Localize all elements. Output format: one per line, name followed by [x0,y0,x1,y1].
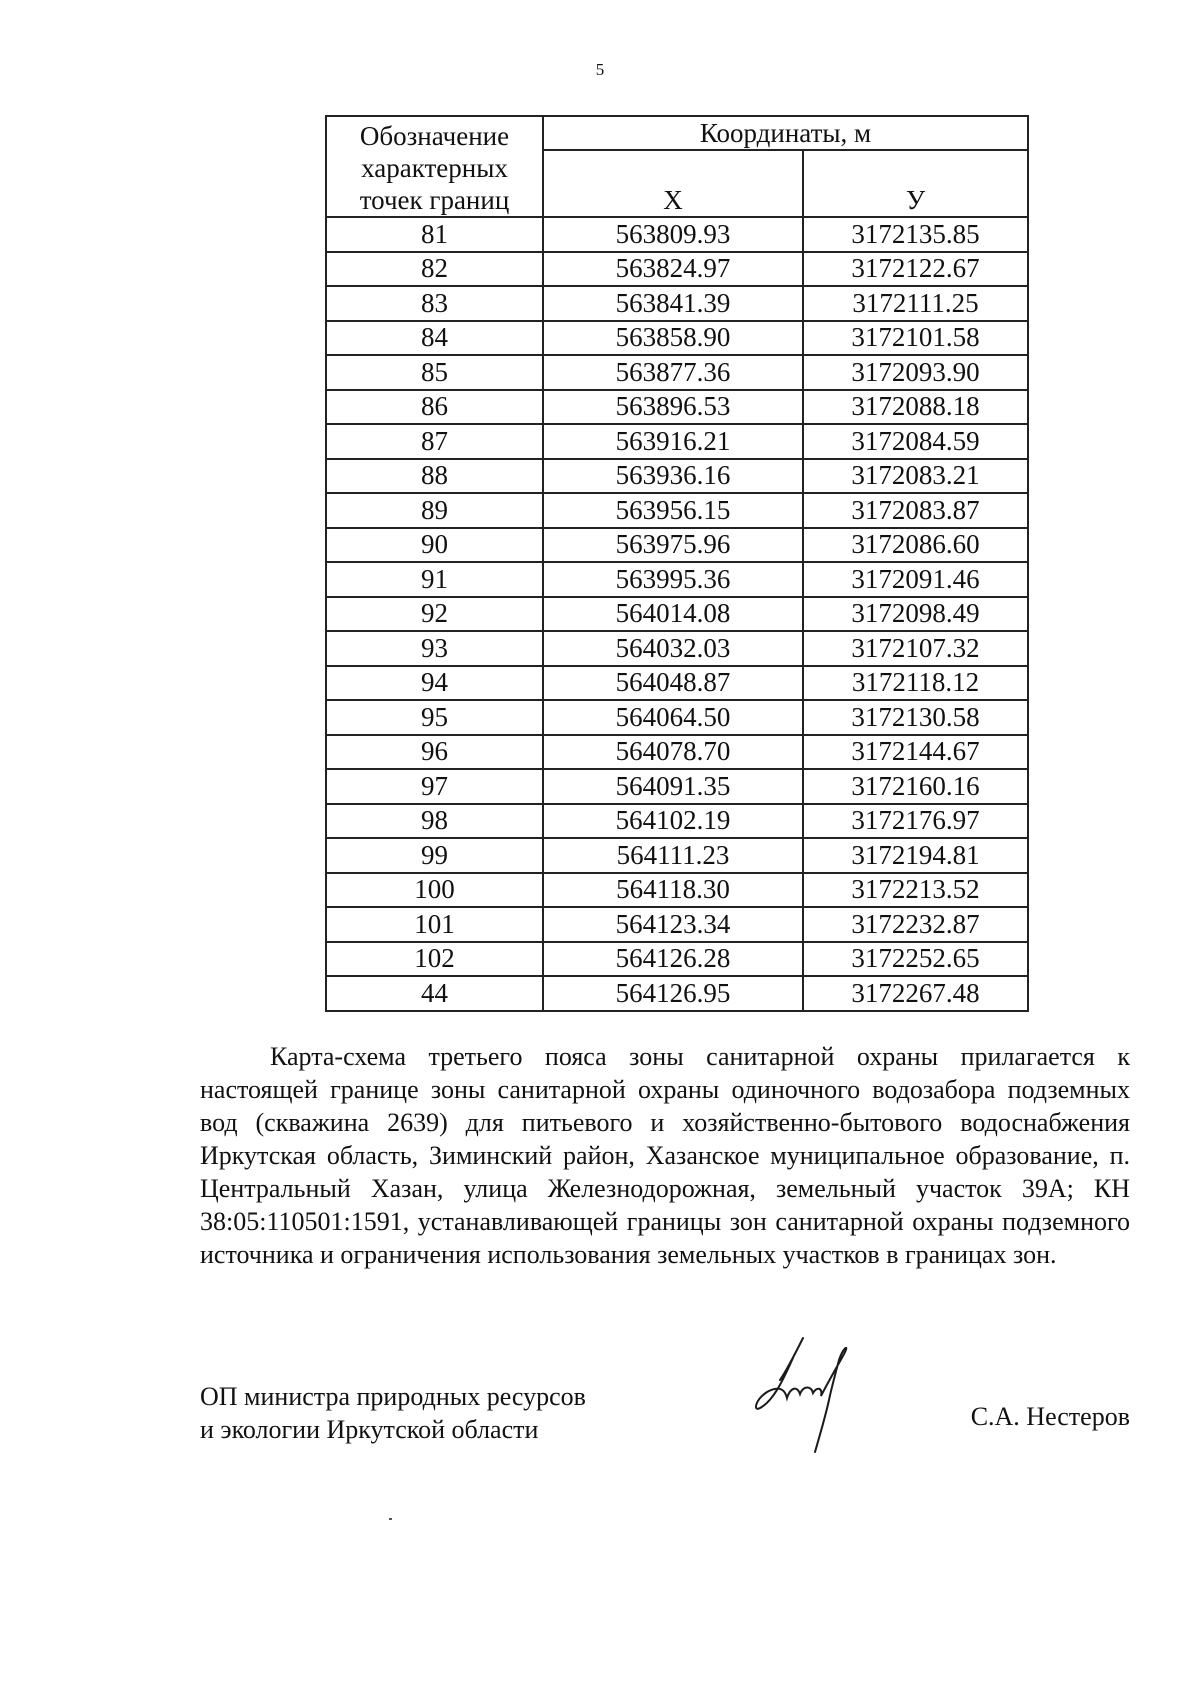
coord-x: 563995.36 [543,562,803,597]
coord-y: 3172084.59 [803,424,1028,459]
coord-y: 3172101.58 [803,321,1028,356]
point-number: 86 [326,390,543,425]
coord-y: 3172135.85 [803,217,1028,252]
point-number: 85 [326,355,543,390]
coord-x: 563975.96 [543,528,803,563]
coord-y: 3172252.65 [803,942,1028,977]
table-row [326,217,1028,252]
point-number: 95 [326,700,543,735]
table-row [326,838,1028,873]
coord-x: 564032.03 [543,631,803,666]
table-row [326,459,1028,494]
coord-x: 564091.35 [543,769,803,804]
table-row [326,252,1028,287]
coord-x: 563841.39 [543,286,803,321]
table-row [326,355,1028,390]
coord-x: 564126.95 [543,976,803,1011]
coord-y: 3172098.49 [803,597,1028,632]
point-number: 89 [326,493,543,528]
header-x: Х [543,150,803,217]
table-row [326,493,1028,528]
table-row [326,321,1028,356]
coord-x: 564014.08 [543,597,803,632]
body-paragraph: Карта-схема третьего пояса зоны санитарной охраны прилагается к настоящей границе зоны санитарной охраны одиночного водозабора подземных вод (скважина 2639) для питьевого и хозяйственно-бытового водоснабжения Иркутская область, Зиминский район, Хазанское муниципальное образование, п. Центральный Хазан, улица Железнодорожная, земельный участок 39А; КН 38:05:110501:1591, устанавливающей границы зон санитарной охраны подземного источника и ограничения использования земельных участков в границах зон. [200,1042,1130,1269]
point-number: 88 [326,459,543,494]
table-row [326,424,1028,459]
table-body [326,217,1028,1011]
coord-y: 3172160.16 [803,769,1028,804]
coord-x: 563956.15 [543,493,803,528]
page-number: 5 [595,60,605,79]
signatory-position [200,1380,586,1446]
point-number: 81 [326,217,543,252]
table-row [326,631,1028,666]
point-number: 90 [326,528,543,563]
table-row [326,942,1028,977]
table-row [326,700,1028,735]
point-number: 97 [326,769,543,804]
point-number: 44 [326,976,543,1011]
table-row [326,528,1028,563]
coord-y: 3172122.67 [803,252,1028,287]
coord-y: 3172213.52 [803,873,1028,908]
table-row [326,597,1028,632]
coord-y: 3172091.46 [803,562,1028,597]
point-number: 92 [326,597,543,632]
coord-x: 564118.30 [543,873,803,908]
coord-x: 564064.50 [543,700,803,735]
coord-y: 3172267.48 [803,976,1028,1011]
table-row [326,873,1028,908]
coord-y: 3172086.60 [803,528,1028,563]
table-row [326,735,1028,770]
coord-x: 563858.90 [543,321,803,356]
coord-x: 564126.28 [543,942,803,977]
coord-x: 564111.23 [543,838,803,873]
coord-y: 3172144.67 [803,735,1028,770]
header-coordinates: Координаты, м [543,116,1028,150]
handwritten-signature [745,1330,875,1460]
table-row [326,769,1028,804]
coord-y: 3172111.25 [803,286,1028,321]
coord-x: 563877.36 [543,355,803,390]
coord-y: 3172232.87 [803,907,1028,942]
coord-x: 564123.34 [543,907,803,942]
position-line-2: и экологии Иркутской области [200,1415,539,1444]
table-row [326,907,1028,942]
coord-x: 563936.16 [543,459,803,494]
coord-x: 564102.19 [543,804,803,839]
coord-y: 3172130.58 [803,700,1028,735]
coord-x: 563824.97 [543,252,803,287]
table-row [326,390,1028,425]
point-number: 100 [326,873,543,908]
table-row [326,562,1028,597]
point-number: 99 [326,838,543,873]
coord-y: 3172093.90 [803,355,1028,390]
point-number: 96 [326,735,543,770]
coord-y: 3172107.32 [803,631,1028,666]
point-number: 83 [326,286,543,321]
point-number: 82 [326,252,543,287]
coord-y: 3172176.97 [803,804,1028,839]
table-row [326,976,1028,1011]
coord-y: 3172083.87 [803,493,1028,528]
header-y: У [803,150,1028,217]
coord-x: 563916.21 [543,424,803,459]
coord-x: 563809.93 [543,217,803,252]
point-number: 102 [326,942,543,977]
point-number: 94 [326,666,543,701]
point-number: 98 [326,804,543,839]
coord-y: 3172194.81 [803,838,1028,873]
coord-x: 563896.53 [543,390,803,425]
table-row [326,666,1028,701]
header-designation: Обозначение характерных точек границ [326,116,543,217]
coord-x: 564048.87 [543,666,803,701]
signatory-name: С.А. Нестеров [970,1402,1130,1431]
position-line-1: ОП министра природных ресурсов [200,1382,586,1411]
coord-y: 3172118.12 [803,666,1028,701]
point-number: 93 [326,631,543,666]
scan-speck [389,1518,392,1520]
coord-y: 3172088.18 [803,390,1028,425]
point-number: 91 [326,562,543,597]
coord-y: 3172083.21 [803,459,1028,494]
table-row [326,804,1028,839]
coord-x: 564078.70 [543,735,803,770]
point-number: 87 [326,424,543,459]
point-number: 84 [326,321,543,356]
point-number: 101 [326,907,543,942]
coordinates-table [325,115,1029,1012]
table-row [326,286,1028,321]
